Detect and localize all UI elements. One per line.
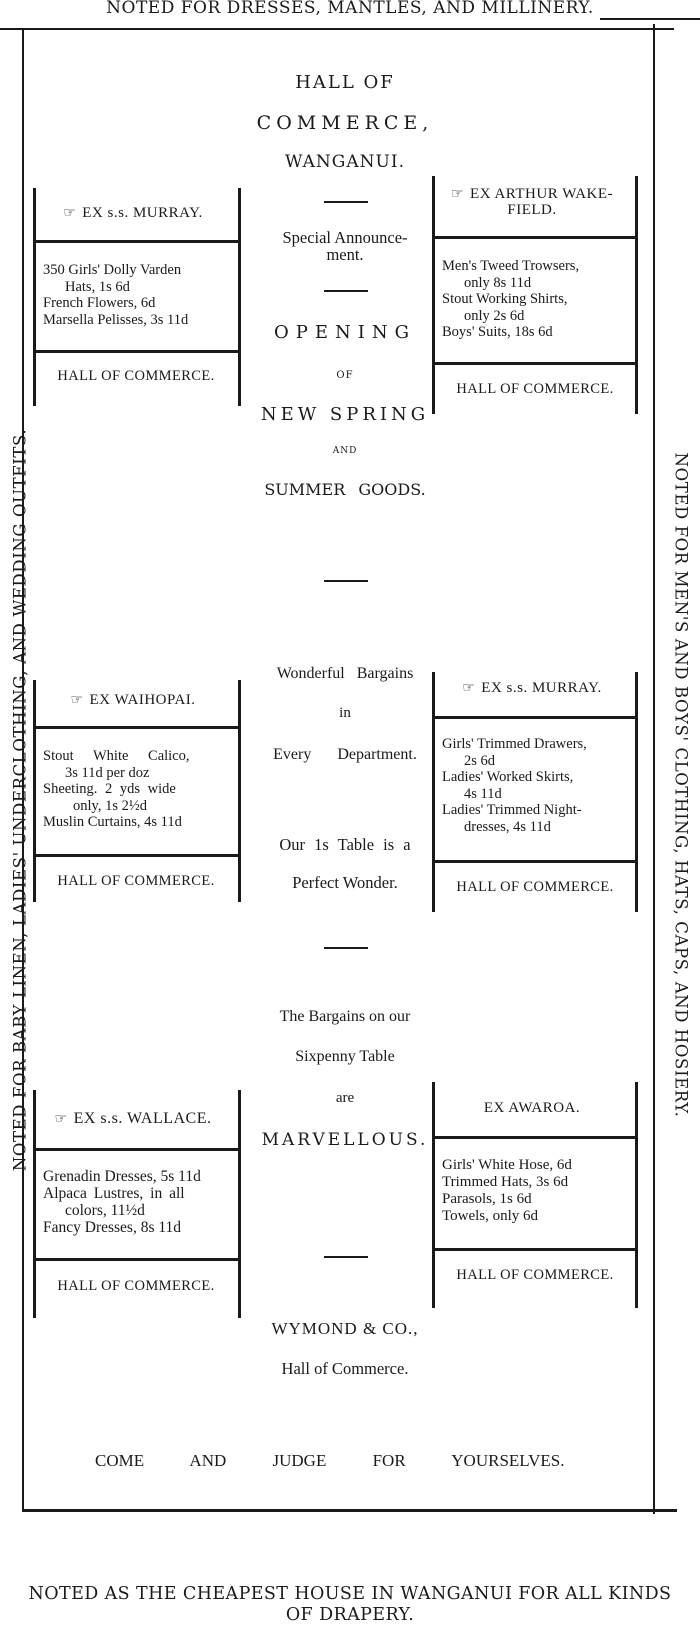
list-item: Muslin Curtains, 4s 11d <box>43 814 182 830</box>
box-items <box>43 1168 229 1236</box>
box-right-rule <box>238 680 241 902</box>
box-items <box>43 748 229 831</box>
box-rule <box>33 1258 241 1261</box>
box-rule <box>33 240 241 243</box>
box-right-rule <box>635 176 638 414</box>
box-items <box>43 262 229 328</box>
box-rule <box>33 854 241 857</box>
box-rule <box>33 1148 241 1151</box>
pointing-hand-icon: ☞ <box>70 692 84 708</box>
bottom-banner <box>0 1584 700 1626</box>
list-item: only, 1s 2½d <box>73 797 147 814</box>
list-item: Trimmed Hats, 3s 6d <box>442 1174 569 1190</box>
marvellous: MARVELLOUS. <box>261 1130 429 1150</box>
list-item: Grenadin Dresses, 5s 11d <box>43 1168 201 1185</box>
list-item: Girls' Trimmed Drawers, <box>442 736 587 752</box>
box-right-rule <box>238 188 241 406</box>
bottom-border <box>22 1509 677 1512</box>
box-header: ☞ EX s.s. MURRAY. <box>462 680 602 696</box>
our-table: Our 1s Table is a <box>279 835 411 854</box>
list-item: dresses, 4s 11d <box>464 818 551 835</box>
special-line1: Special Announce- <box>282 228 408 247</box>
box-footer: HALL OF COMMERCE. <box>456 879 614 895</box>
divider <box>324 290 368 292</box>
box-rule <box>432 860 638 863</box>
top-banner: NOTED FOR DRESSES, MANTLES, AND MILLINERY. <box>106 0 594 18</box>
list-item: Stout Working Shirts, <box>442 291 568 307</box>
pointing-hand-icon: ☞ <box>450 186 465 202</box>
advert-box-awaroa <box>432 1082 632 1308</box>
box-right-rule <box>635 672 638 912</box>
sixpenny-table: Sixpenny Table <box>295 1048 395 1065</box>
new-spring: NEW SPRING <box>260 404 430 425</box>
pointing-hand-icon: ☞ <box>63 205 77 221</box>
divider <box>324 1256 368 1258</box>
box-rule <box>432 1248 638 1251</box>
advert-box-murray-right <box>432 672 632 912</box>
advert-box-arthur-wakefield <box>432 176 632 414</box>
wanganui: WANGANUI. <box>285 152 405 172</box>
top-border <box>0 28 674 30</box>
divider <box>324 201 368 203</box>
advert-box-waihopai <box>33 680 233 902</box>
box-items <box>442 736 628 835</box>
list-item: Marsella Pelisses, 3s 11d <box>43 311 189 328</box>
list-item: Sheeting. 2 yds wide <box>43 781 176 797</box>
box-right-rule <box>635 1082 638 1308</box>
list-item: 350 Girls' Dolly Varden <box>43 262 182 278</box>
special-announcement <box>245 229 445 263</box>
hall-commerce-sig: Hall of Commerce. <box>281 1359 409 1378</box>
box-rule <box>432 362 638 365</box>
list-item: only 8s 11d <box>464 274 532 291</box>
box-left-rule <box>432 672 435 912</box>
every-department: Every Department. <box>273 746 417 763</box>
box-header: EX AWAROA. <box>483 1100 581 1116</box>
advert-box-murray-left <box>33 188 233 406</box>
left-banner: NOTED FOR BABY LINEN, LADIES' UNDERCLOTHING, AND WEDDING OUTFITS. <box>10 428 30 1172</box>
divider <box>324 580 368 582</box>
box-right-rule <box>238 1090 241 1318</box>
list-item: Stout White Calico, <box>43 748 190 764</box>
box-header: ☞ EX ARTHUR WAKE- FIELD. <box>450 186 614 218</box>
list-item: only 2s 6d <box>464 307 525 324</box>
box-items <box>442 1157 628 1225</box>
special-line2: ment. <box>326 245 364 264</box>
box-footer: HALL OF COMMERCE. <box>456 1267 614 1283</box>
list-item: colors, 11½d <box>65 1202 145 1219</box>
list-item: 3s 11d per doz <box>65 764 150 781</box>
advert-box-wallace <box>33 1090 233 1318</box>
box-footer: HALL OF COMMERCE. <box>57 1278 215 1294</box>
list-item: Fancy Dresses, 8s 11d <box>43 1219 182 1236</box>
and-label: AND <box>332 446 358 456</box>
list-item: Boys' Suits, 18s 6d <box>442 324 553 340</box>
box-rule <box>33 350 241 353</box>
bargains-line: The Bargains on our <box>279 1008 411 1025</box>
box-header: ☞ EX WAIHOPAI. <box>70 692 196 708</box>
box-header: ☞ EX s.s. WALLACE. <box>54 1110 212 1127</box>
list-item: Towels, only 6d <box>442 1208 539 1224</box>
list-item: Girls' White Hose, 6d <box>442 1157 572 1173</box>
summer-goods: SUMMER GOODS. <box>264 480 426 499</box>
bottom-banner-line2: OF DRAPERY. <box>285 1605 415 1625</box>
box-footer: HALL OF COMMERCE. <box>456 381 614 397</box>
box-left-rule <box>33 1090 36 1318</box>
list-item: 4s 11d <box>464 785 502 802</box>
wymond-co: WYMOND & CO., <box>271 1319 419 1338</box>
of-label: OF <box>336 370 354 381</box>
right-banner: NOTED FOR MEN'S AND BOYS' CLOTHING, HATS, CAPS, AND HOSIERY. <box>671 452 691 1118</box>
box-rule <box>432 236 638 239</box>
box-rule <box>432 1136 638 1139</box>
perfect-wonder: Perfect Wonder. <box>292 873 398 892</box>
box-left-rule <box>432 1082 435 1308</box>
box-left-rule <box>432 176 435 414</box>
list-item: Ladies' Worked Skirts, <box>442 769 574 785</box>
box-header: ☞ EX s.s. MURRAY. <box>63 205 203 221</box>
list-item: Hats, 1s 6d <box>65 278 130 295</box>
list-item: 2s 6d <box>464 752 496 769</box>
box-footer: HALL OF COMMERCE. <box>57 873 215 889</box>
list-item: Men's Tweed Trowsers, <box>442 258 580 274</box>
list-item: Ladies' Trimmed Night- <box>442 802 582 818</box>
box-left-rule <box>33 188 36 406</box>
box-left-rule <box>33 680 36 902</box>
bottom-banner-line1: NOTED AS THE CHEAPEST HOUSE IN WANGANUI FOR ALL KINDS <box>28 1584 672 1604</box>
hall-of: HALL OF <box>295 72 395 93</box>
pointing-hand-icon: ☞ <box>462 680 476 696</box>
top-border-right <box>600 18 700 20</box>
box-rule <box>432 716 638 719</box>
box-items <box>442 258 628 341</box>
are-label: are <box>335 1090 355 1106</box>
list-item: Alpaca Lustres, in all <box>43 1185 185 1202</box>
right-border <box>653 24 655 1514</box>
list-item: French Flowers, 6d <box>43 295 156 311</box>
in-label: in <box>339 705 351 721</box>
commerce: COMMERCE, <box>256 112 434 134</box>
divider <box>324 947 368 949</box>
pointing-hand-icon: ☞ <box>54 1111 68 1127</box>
box-rule <box>33 726 241 729</box>
opening: OPENING <box>274 322 416 343</box>
box-footer: HALL OF COMMERCE. <box>57 368 215 384</box>
wonderful-bargains: Wonderful Bargains <box>276 665 414 682</box>
come-and-judge: COME AND JUDGE FOR YOURSELVES. <box>95 1451 565 1470</box>
list-item: Parasols, 1s 6d <box>442 1191 532 1207</box>
